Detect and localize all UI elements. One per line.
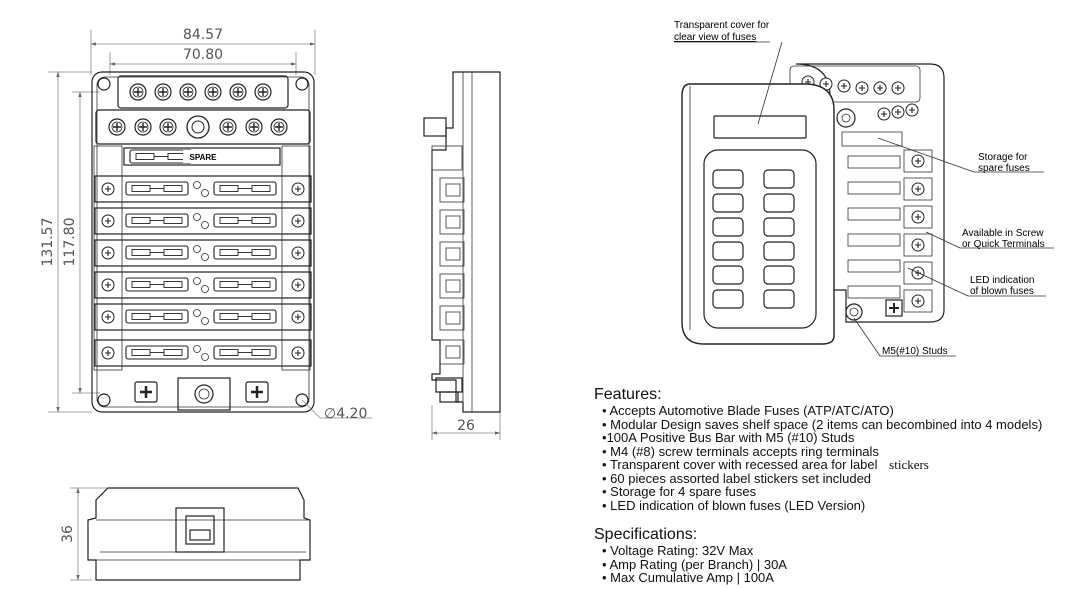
- callout-led-line2: of blown fuses: [970, 286, 1034, 297]
- perspective-view: [674, 20, 1054, 357]
- spec-item: • Max Cumulative Amp | 100A: [602, 570, 774, 585]
- callout-terminals-line1: Available in Screw: [962, 228, 1044, 239]
- dim-front-height: 36: [60, 525, 76, 543]
- callout-storage-line1: Storage for: [978, 152, 1028, 163]
- stickers-note: stickers: [889, 457, 929, 472]
- feature-item: • Transparent cover with recessed area for label stickers: [602, 457, 929, 472]
- side-view: [424, 72, 500, 440]
- dim-overall-width: 84.57: [182, 27, 224, 43]
- feature-item: • Storage for 4 spare fuses: [602, 484, 757, 499]
- dim-overall-height: 131.57: [40, 217, 56, 267]
- spec-item: • Voltage Rating: 32V Max: [602, 543, 754, 558]
- callout-studs: M5(#10) Studs: [882, 346, 948, 357]
- dim-inner-width: 70.80: [182, 47, 224, 63]
- top-bus-screws: [109, 84, 287, 138]
- features-title: Features:: [594, 386, 662, 403]
- front-elevation: [60, 488, 310, 580]
- fuse-rows: [95, 176, 311, 366]
- callout-cover-line1: Transparent cover for: [674, 20, 770, 31]
- callout-terminals-line2: or Quick Terminals: [962, 239, 1045, 250]
- feature-item: • M4 (#8) screw terminals accepts ring terminals: [602, 443, 879, 459]
- callout-cover-line2: clear view of fuses: [674, 32, 757, 43]
- feature-item: • Modular Design saves shelf space (2 items can becombined into 4 models): [602, 416, 1043, 432]
- spare-slot-label: SPARE: [189, 153, 217, 162]
- spec-item: • Amp Rating (per Branch) | 30A: [602, 556, 787, 572]
- specifications-title: Specifications:: [594, 526, 698, 543]
- features-section: [594, 386, 1042, 512]
- dim-hole-diameter: ∅4.20: [324, 406, 368, 422]
- feature-item: • 60 pieces assorted label stickers set included: [602, 470, 872, 486]
- dim-inner-height: 117.80: [62, 217, 78, 267]
- feature-item: • Accepts Automotive Blade Fuses (ATP/ATC/ATO): [602, 403, 894, 418]
- features-list: [594, 404, 1042, 512]
- callout-storage-line2: spare fuses: [978, 163, 1030, 174]
- feature-item: • LED indication of blown fuses (LED Version): [602, 497, 866, 513]
- callout-led-line1: LED indication: [970, 275, 1035, 286]
- dim-side-depth: 26: [457, 418, 475, 434]
- specifications-section: [594, 526, 787, 585]
- feature-item: •100A Positive Bus Bar with M5 (#10) Studs: [602, 430, 855, 445]
- specifications-list: [594, 544, 787, 585]
- front-view: [40, 27, 372, 422]
